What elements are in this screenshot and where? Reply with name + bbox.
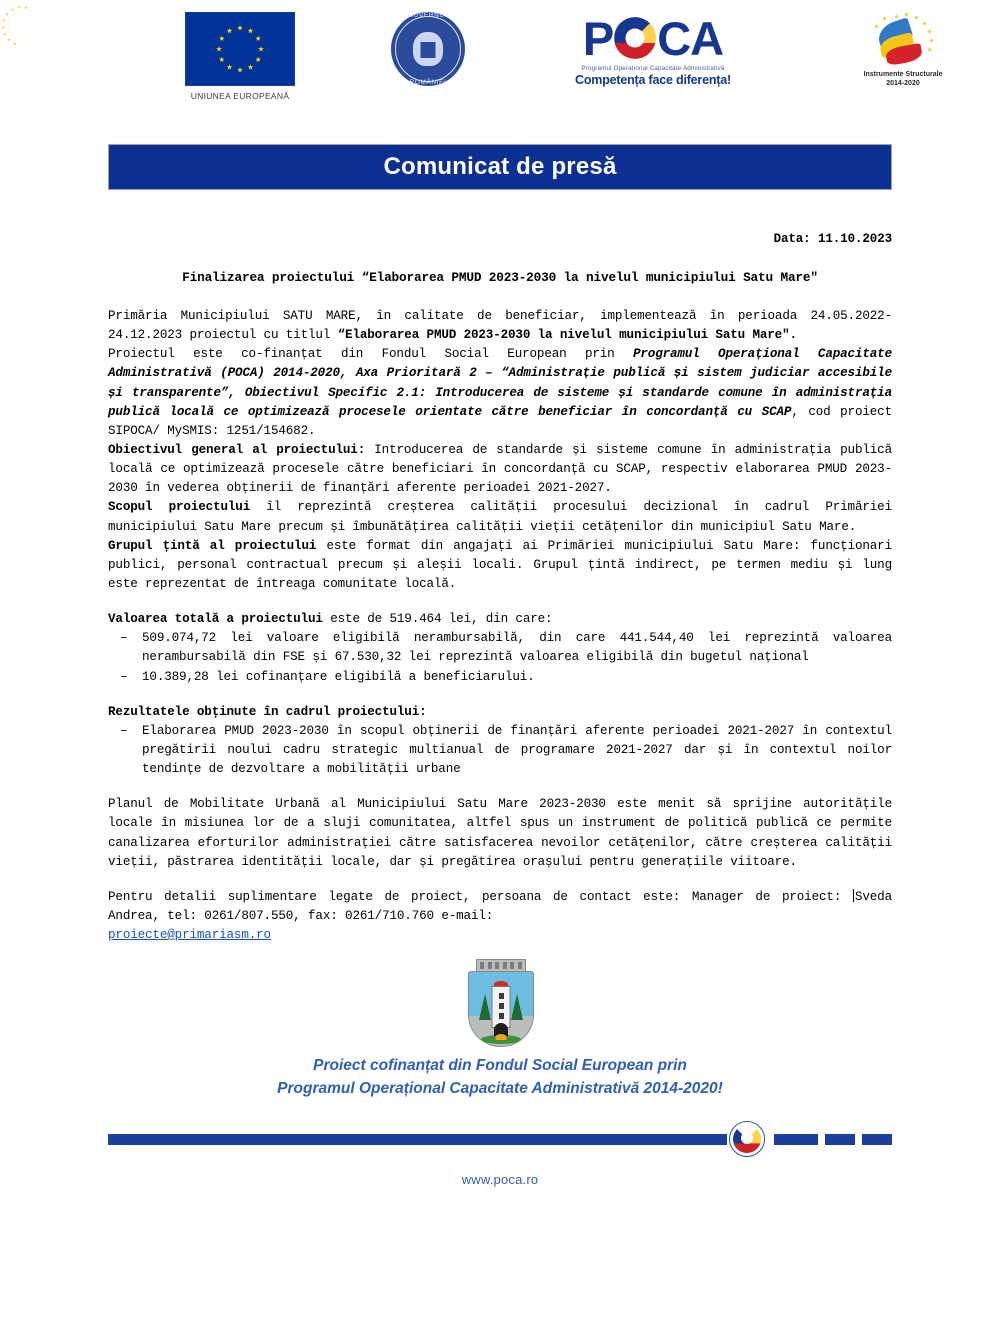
poca-egg-icon [729,1121,765,1157]
p2-program-reference: Programul Operațional Capacitate Administrativă (POCA) 2014-2020, Axa Prioritară 2 – “Administrație publică și sistem judiciar accesibile și transparente”, Obiectivul Specific 2.1: Introducerea de sisteme și standarde comune în administrația publică locală ce optimizează procesele orientate către beneficiar în concordanță cu SCAP [108,347,892,419]
eu-flag-icon [185,12,295,86]
paragraph-beneficiary [108,307,892,345]
logo-government-romania [358,12,498,86]
results-list [108,722,892,779]
poca-subtitle-program: Programul Operațional Capacitate Administrativă [581,65,725,72]
paragraph-mobility-plan: Planul de Mobilitate Urbană al Municipiului Satu Mare 2023-2030 este menit să sprijine autoritățile locale în misiunea lor de a sluji comunitatea, altfel spus un instrument de politică publică ce permite canalizarea eforturilor administrației către satisfacerea nevoilor cetățenilor, către creșterea calității vieții, păstrarea identității locale, dar și pregătirea orașului pentru generațiile viitoare. [108,797,892,869]
paragraph-scope [108,498,892,536]
spacer [108,779,892,795]
paragraph-general-objective [108,441,892,498]
footer-decorative-rule [108,1122,892,1156]
general-objective-label: Obiectivul general al proiectului: [108,442,366,457]
footer-slogan [108,1055,892,1100]
total-value-label: Valoarea totală a proiectului [108,612,323,627]
poca-letter-a: A [690,11,724,65]
paragraph-contact [108,888,892,926]
banner-title: Comunicat de presă [383,153,617,180]
spacer [108,687,892,703]
footer-bar-segment-3 [862,1134,892,1145]
document-date: Data: 11.10.2023 [773,232,892,246]
logo-european-union [140,12,340,101]
contact-details: Sveda Andrea, tel: 0261/807.550, fax: 0261/710.760 e-mail: [108,889,892,923]
poca-slogan: Competența face diferența! [575,73,731,87]
logo-instrumente-structurale [818,12,988,89]
logo-poca [538,12,768,87]
eu-logo-caption: UNIUNEA EUROPEANĂ [190,91,290,101]
poca-letter-o-tricolor [614,17,656,59]
document-title: Finalizarea proiectului “Elaborarea PMUD 2023-2030 la nivelul municipiului Satu Mare" [182,270,818,285]
text-cursor [853,889,854,902]
target-group-label: Grupul țintă al proiectului [108,538,317,553]
paragraph-financing [108,345,892,441]
coat-of-arms-icon [464,959,536,1047]
p1-text: Primăria Municipiului SATU MARE, în calitate de beneficiar, implementează în perioada 24.05.2022-24.12.2023 proiectul cu titlul [108,309,892,343]
gov-seal-top-text: GUVERNUL [408,12,449,19]
results-heading: Rezultatele obținute în cadrul proiectului: [108,704,427,719]
poca-wordmark-icon [575,12,731,64]
poca-letter-c: C [657,11,691,65]
satu-mare-coat-of-arms [108,959,892,1047]
footer-bar-long [108,1134,727,1145]
list-item: – 509.074,72 lei valoare eligibilă nerambursabilă, din care 441.544,40 lei reprezintă valoarea nerambursabilă din FSE și 67.530,32 lei reprezintă valoarea eligibilă din bugetul național [142,629,892,667]
list-item: – Elaborarea PMUD 2023-2030 în scopul obținerii de finanțări aferente perioadei 2021-2027 în contextul pregătirii noului cadru strategic multianual de programare 2021-2027 dar și în contextul noilor tendințe de dezvoltare a mobilității urbane [142,722,892,779]
paragraph-target-group [108,537,892,594]
document-body [108,307,892,945]
press-release-banner [108,144,892,190]
value-breakdown-list [108,629,892,686]
paragraph-total-value [108,610,892,629]
paragraph-contact-email [108,926,892,945]
footer-bar-segment-2 [825,1134,855,1145]
government-seal-icon [391,12,465,86]
contact-email-link[interactable]: proiecte@primariasm.ro [108,928,271,943]
footer-slogan-line2: Programul Operațional Capacitate Administrativă 2014-2020! [277,1079,723,1097]
scope-label: Scopul proiectului [108,500,251,515]
structural-instruments-icon [864,12,942,68]
footer-website-url: www.poca.ro [461,1172,539,1188]
spacer [108,872,892,888]
contact-text-intro: Pentru detalii suplimentare legate de proiect, persoana de contact este: Manager de proiect: [108,889,853,904]
poca-letter-p: P [582,11,614,65]
total-value-text: este de 519.464 lei, din care: [322,612,553,627]
spacer [108,594,892,610]
document-page [0,144,1000,1187]
header-logo-strip [0,0,1000,120]
target-group-text: este format din angajați ai Primăriei municipiului Satu Mare: funcționari publici, personal contractual precum și aleșii locali. Grupul țintă indirect, pe termen mediu și lung este reprezentat de întreaga comunitate locală. [108,538,892,591]
footer-slogan-line1: Proiect cofinanțat din Fondul Social European prin [313,1057,687,1075]
footer-bar-segment-1 [774,1134,818,1145]
p1-project-title: “Elaborarea PMUD 2023-2030 la nivelul municipiului Satu Mare". [337,328,797,343]
general-objective-text: Introducerea de standarde și sisteme comune în administrația publică locală ce optimizează procesele către beneficiari în concordanță cu SCAP, respectiv elaborarea PMUD 2023-2030 în vederea obținerii de finanțări aferente perioadei 2021-2027. [108,442,892,496]
p2-code: , cod proiect SIPOCA/ MySMIS: 1251/154682. [108,404,892,438]
instrumente-caption-line1: Instrumente Structurale [863,71,943,78]
p2-text: Proiectul este co-finanțat din Fondul Social European prin [108,347,633,362]
scope-text: îl reprezintă creșterea calității procesului decizional în cadrul Primăriei municipiului Satu Mare precum și îmbunătățirea calității vieții cetățenilor din municipiul Satu Mare. [108,500,892,534]
list-item: – 10.389,28 lei cofinanțare eligibilă a beneficiarului. [142,668,892,687]
instrumente-caption-line2: 2014-2020 [886,80,920,88]
gov-seal-bottom-text: ROMÂNIEI [409,79,447,86]
